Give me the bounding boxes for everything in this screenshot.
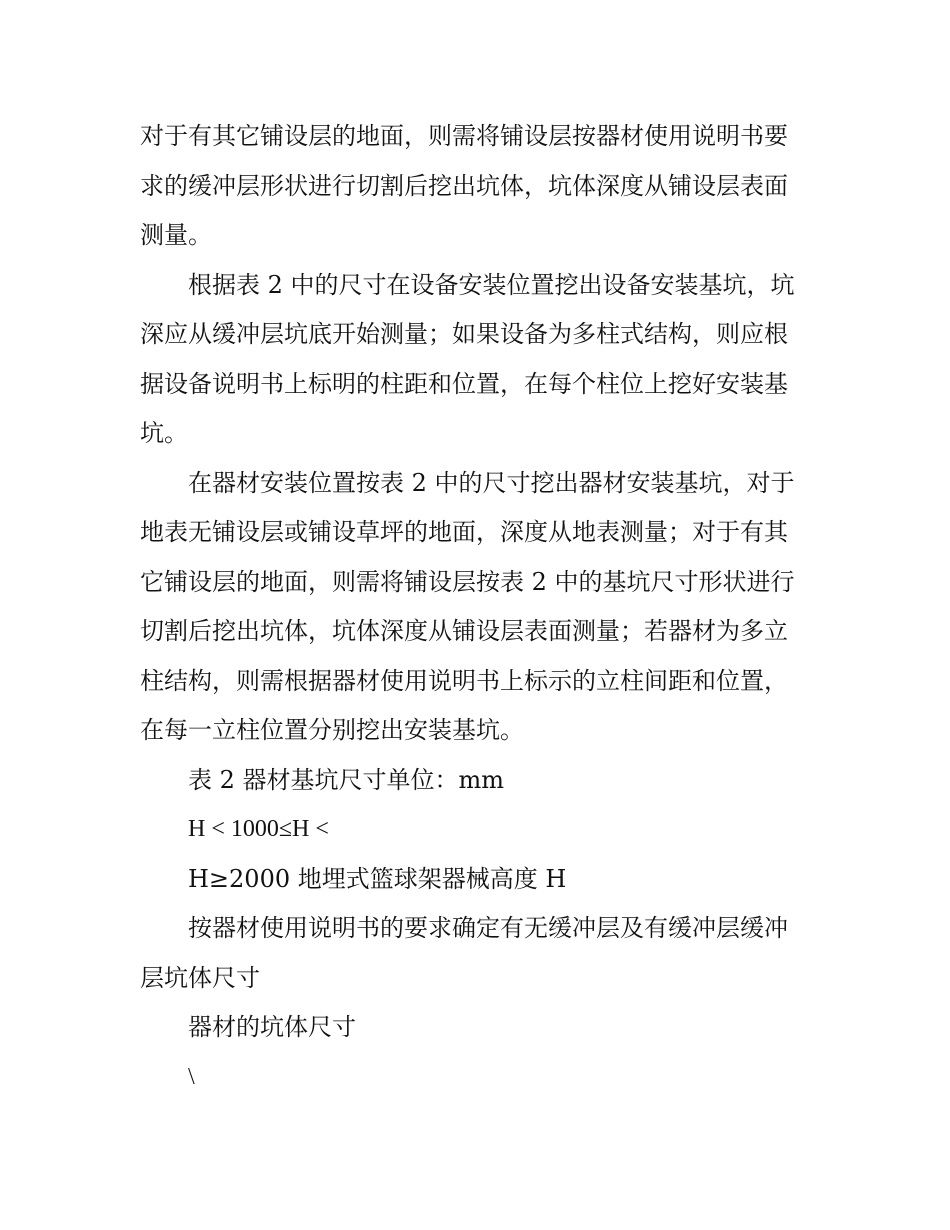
text-line: 器材的坑体尺寸: [188, 1013, 356, 1041]
text-line: 据设备说明书上标明的柱距和位置，在每个柱位上挖好安装基: [140, 369, 788, 398]
text-line: 坑。: [140, 419, 188, 447]
table-row-pit-size: [140, 1003, 810, 1053]
paragraph-paving-layer-cutting: [140, 112, 810, 261]
text-line: 按器材使用说明书的要求确定有无缓冲层及有缓冲层缓冲: [188, 914, 788, 942]
table-row-backslash: [140, 1053, 810, 1103]
text-line: 求的缓冲层形状进行切割后挖出坑体，坑体深度从铺设层表面: [140, 171, 788, 200]
text-line: 在器材安装位置按表 2 中的尺寸挖出器材安装基坑，对于: [188, 468, 795, 497]
table-caption: [140, 756, 810, 806]
paragraph-equipment-foundation-pit: [140, 261, 810, 459]
text-line: 它铺设层的地面，则需将铺设层按表 2 中的基坑尺寸形状进行: [140, 567, 795, 596]
text-line: H≥2000 地埋式篮球架器械高度 H: [188, 864, 567, 893]
document-body: [140, 112, 810, 1102]
text-line: 对于有其它铺设层的地面，则需将铺设层按器材使用说明书要: [140, 122, 788, 150]
text-line: \: [188, 1063, 195, 1090]
table-row-buffer-layer: [140, 904, 810, 1003]
text-line: H < 1000≤H <: [188, 816, 329, 842]
text-line: 在每一立柱位置分别挖出安装基坑。: [140, 716, 524, 744]
paragraph-apparatus-foundation-pit: [140, 459, 810, 756]
table-row-height-range: [140, 805, 810, 855]
text-line: 切割后挖出坑体，坑体深度从铺设层表面测量；若器材为多立: [140, 617, 788, 645]
text-line: 层坑体尺寸: [140, 963, 260, 992]
text-line: 深应从缓冲层坑底开始测量；如果设备为多柱式结构，则应根: [140, 320, 788, 348]
text-line: 地表无铺设层或铺设草坪的地面，深度从地表测量；对于有其: [140, 518, 788, 546]
text-line: 根据表 2 中的尺寸在设备安装位置挖出设备安装基坑，坑: [188, 270, 795, 299]
text-line: 表 2 器材基坑尺寸单位：mm: [188, 765, 505, 794]
text-line: 柱结构，则需根据器材使用说明书上标示的立柱间距和位置，: [140, 666, 788, 695]
table-row-height-header: [140, 855, 810, 905]
text-line: 测量。: [140, 221, 212, 249]
